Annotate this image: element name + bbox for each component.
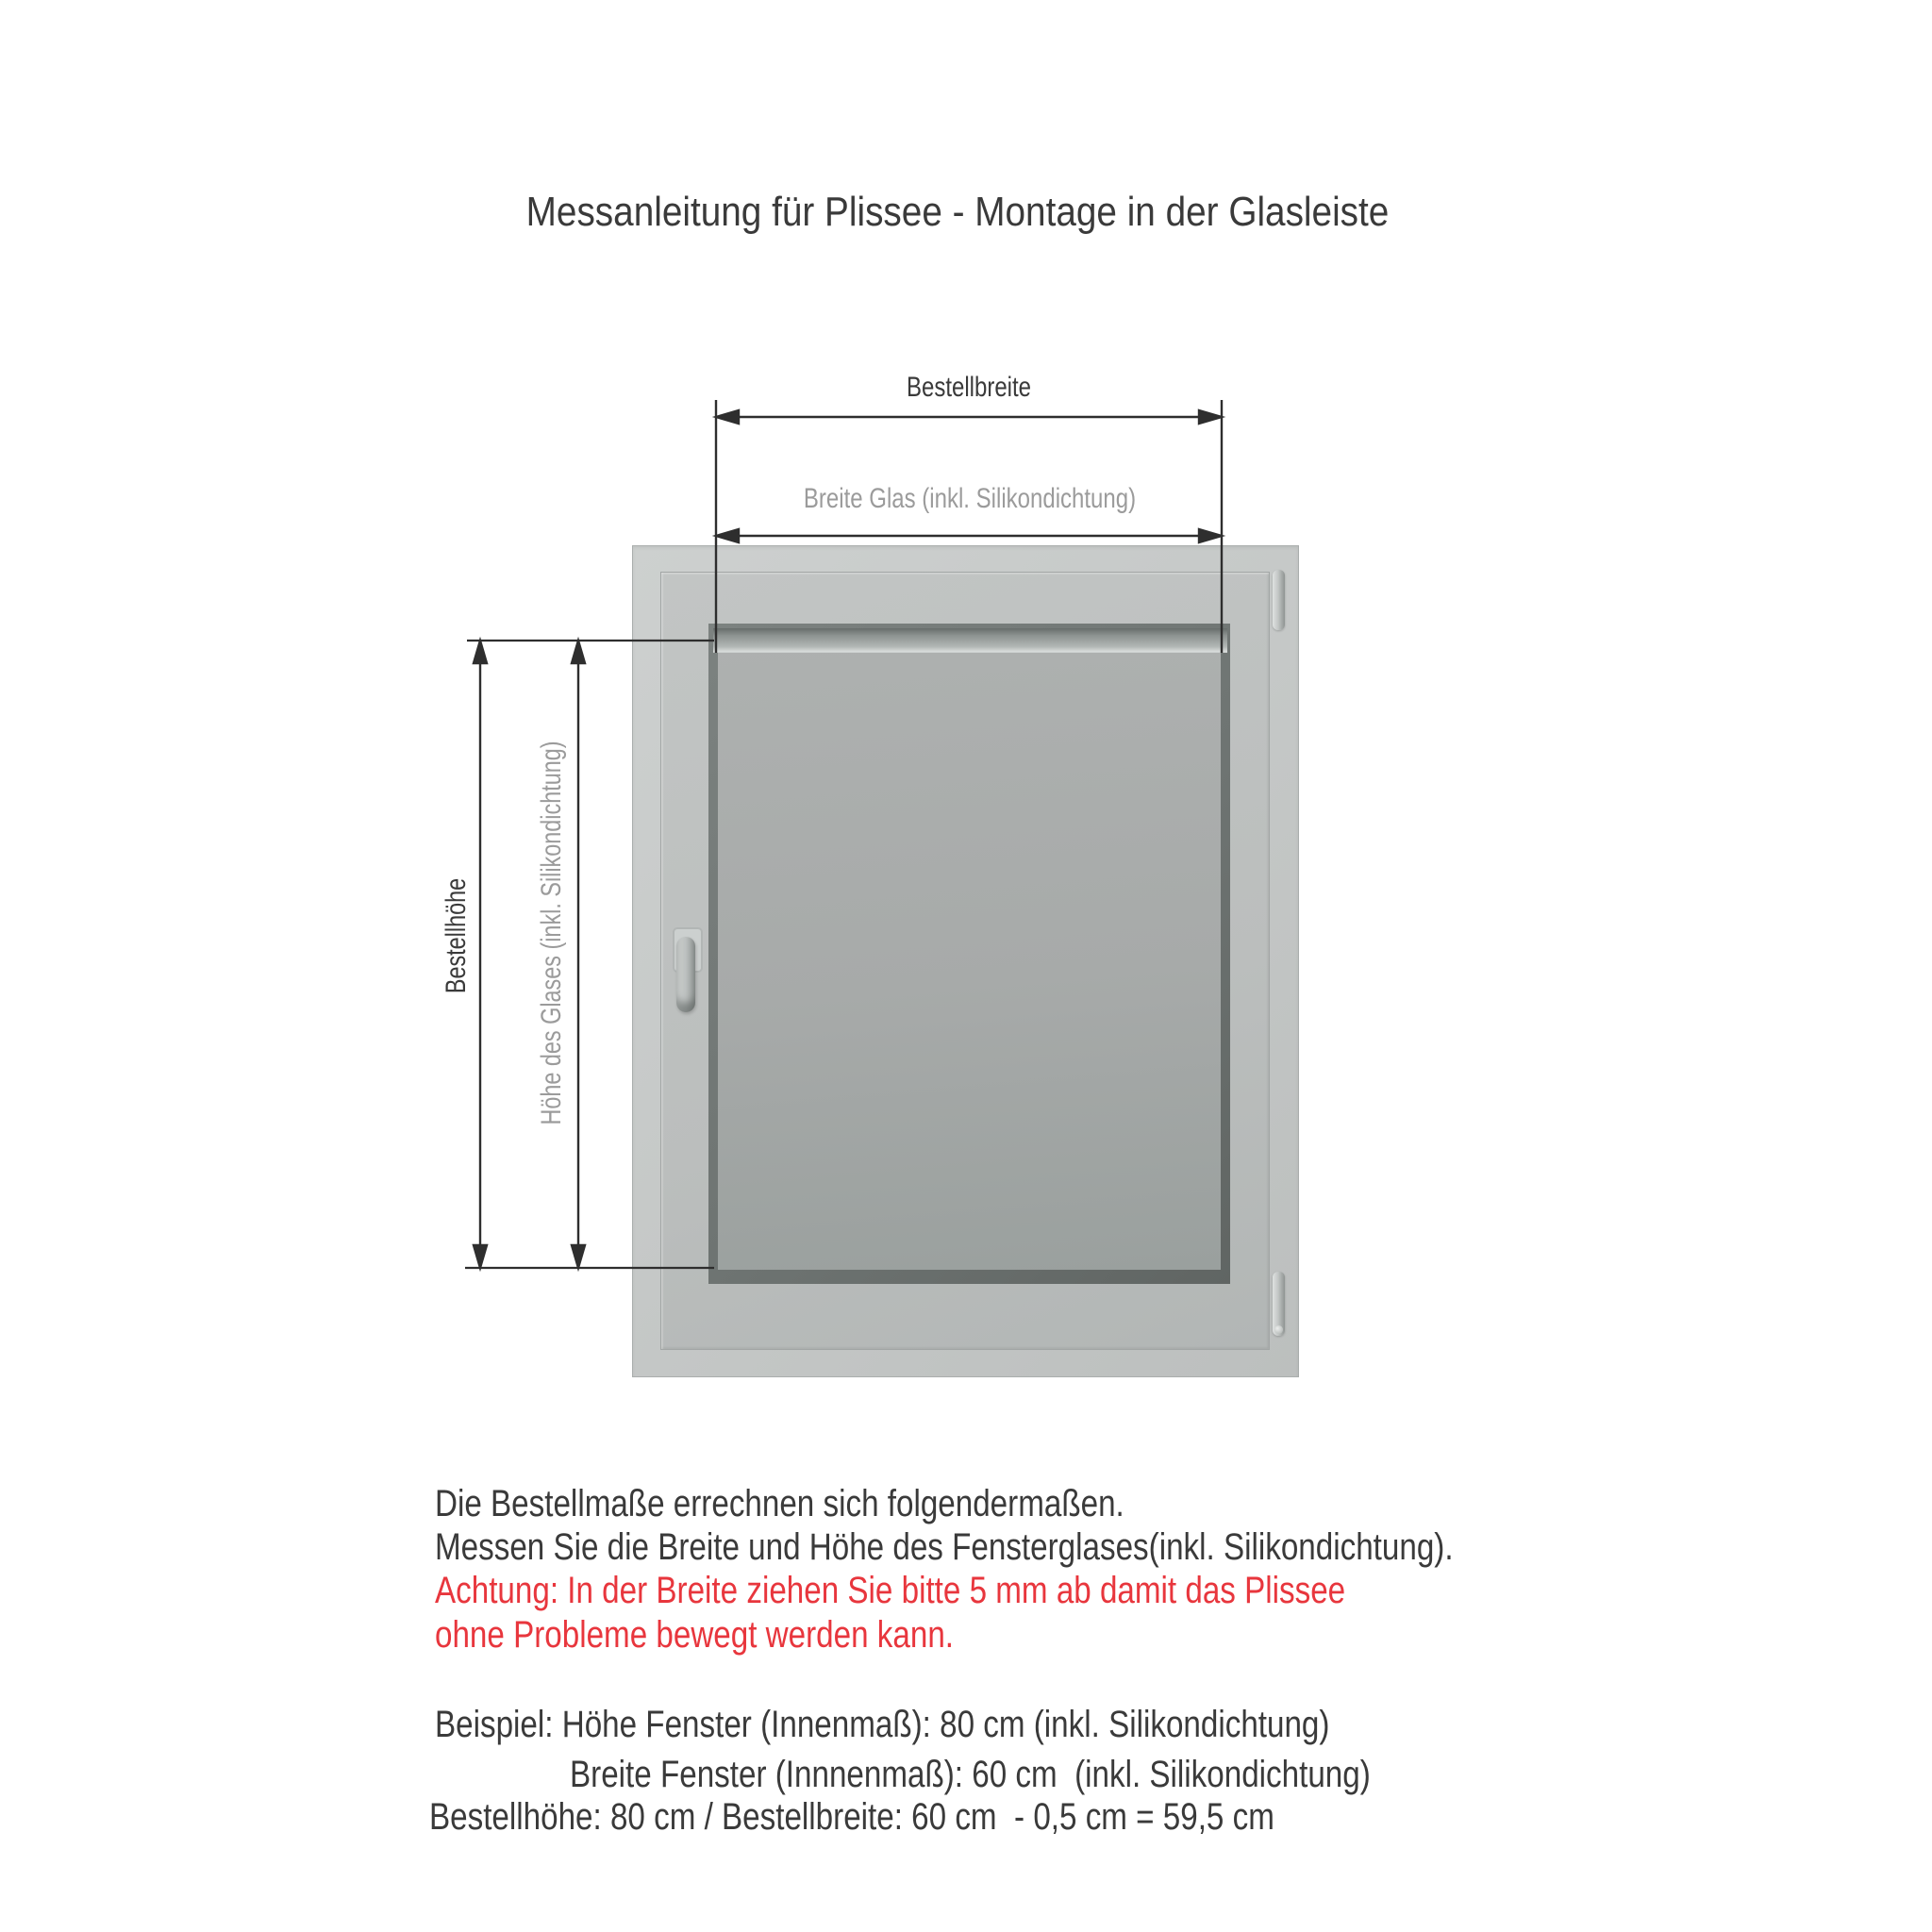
window-hinge-top: [1273, 570, 1285, 630]
warning-line-1: Achtung: In der Breite ziehen Sie bitte 5 mm ab damit das Plissee: [435, 1570, 1346, 1611]
example-line-3: Bestellhöhe: 80 cm / Bestellbreite: 60 cm - 0,5 cm = 59,5 cm: [429, 1796, 1274, 1838]
order-width-label: Bestellbreite: [906, 372, 1032, 403]
order-height-label: Bestellhöhe: [441, 877, 472, 994]
example-line-1: Beispiel: Höhe Fenster (Innenmaß): 80 cm (inkl. Silikondichtung): [435, 1704, 1330, 1745]
glass-height-label: Höhe des Glases (inkl. Silikondichtung): [536, 741, 567, 1125]
glazing-bead: [708, 624, 1230, 1284]
window-handle: [676, 937, 695, 1012]
blind-top-rail: [713, 628, 1227, 653]
instruction-line-2: Messen Sie die Breite und Höhe des Fensterglases(inkl. Silikondichtung).: [435, 1526, 1454, 1568]
glass-width-label: Breite Glas (inkl. Silikondichtung): [803, 483, 1137, 514]
window-frame: [632, 545, 1299, 1377]
warning-line-2: ohne Probleme bewegt werden kann.: [435, 1614, 955, 1656]
instruction-line-1: Die Bestellmaße errechnen sich folgendermaßen.: [435, 1483, 1124, 1524]
example-line-2: Breite Fenster (Innnenmaß): 60 cm (inkl. Silikondichtung): [570, 1754, 1371, 1795]
window-hinge-bottom: [1273, 1272, 1285, 1336]
window-glass: [718, 628, 1221, 1270]
page-title: Messanleitung für Plissee - Montage in der Glasleiste: [525, 189, 1390, 235]
